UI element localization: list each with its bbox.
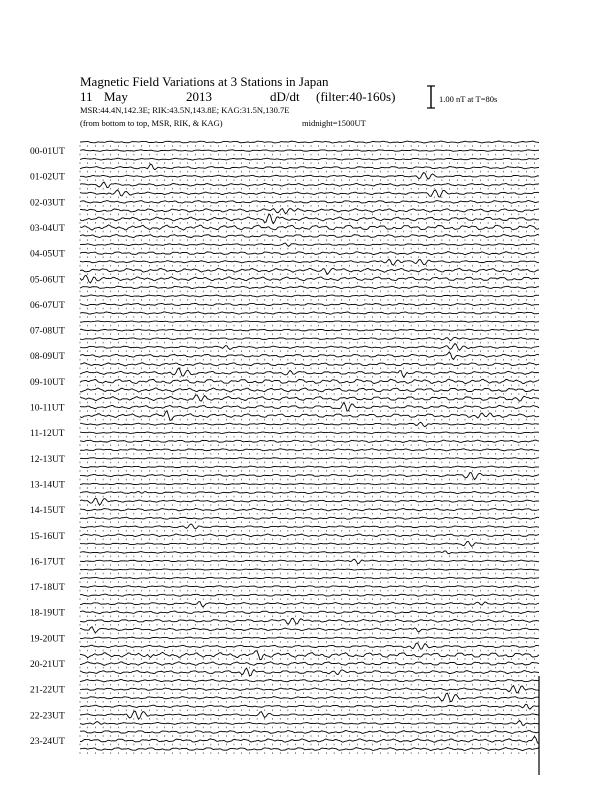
trace-22-23ut-2 <box>80 711 539 719</box>
trace-09-10ut-3 <box>80 388 539 392</box>
trace-08-09ut-1 <box>80 343 539 350</box>
trace-02-03ut-2 <box>80 200 539 203</box>
trace-08-09ut-2 <box>80 352 539 359</box>
trace-13-14ut-2 <box>80 483 539 484</box>
trace-15-16ut-1 <box>80 524 539 529</box>
time-ticks-08-09ut-3 <box>80 368 534 370</box>
trace-12-13ut-2 <box>80 458 539 459</box>
time-ticks-17-18ut-3 <box>80 598 534 600</box>
time-ticks-15-16ut-3 <box>80 547 534 549</box>
time-ticks-13-14ut-1 <box>80 479 534 481</box>
trace-12-13ut-1 <box>80 449 539 451</box>
trace-22-23ut-3 <box>80 720 539 725</box>
time-ticks-17-18ut-2 <box>80 590 534 592</box>
time-ticks-04-05ut-2 <box>80 256 534 258</box>
time-ticks-01-02ut-1 <box>80 171 534 173</box>
time-ticks-05-06ut-2 <box>80 282 534 284</box>
trace-22-23ut-1 <box>80 704 539 709</box>
trace-14-15ut-3 <box>80 517 539 519</box>
time-ticks-15-16ut-1 <box>80 530 534 532</box>
hour-label-07-08ut: 07-08UT <box>30 326 65 337</box>
time-ticks-02-03ut-1 <box>80 197 534 199</box>
time-ticks-07-08ut-2 <box>80 333 534 335</box>
time-ticks-00-01ut-2 <box>80 154 534 156</box>
trace-21-22ut-1 <box>80 679 539 681</box>
quantity-label: dD/dt <box>270 89 300 104</box>
hour-label-13-14ut: 13-14UT <box>30 480 65 491</box>
trace-10-11ut-3 <box>80 411 539 421</box>
time-ticks-06-07ut-1 <box>80 299 534 301</box>
time-ticks-22-23ut-3 <box>80 727 534 729</box>
time-ticks-23-24ut-1 <box>80 735 534 737</box>
trace-02-03ut-1 <box>80 190 539 197</box>
trace-20-21ut-3 <box>80 668 539 676</box>
time-ticks-16-17ut-2 <box>80 564 534 566</box>
hour-label-22-23ut: 22-23UT <box>30 711 65 722</box>
stations-line: MSR:44.4N,142.3E; RIK:43.5N,143.8E; KAG:31.5N,130.7E <box>80 105 290 115</box>
time-ticks-16-17ut-1 <box>80 556 534 558</box>
hour-label-10-11ut: 10-11UT <box>30 403 65 414</box>
date-month: May <box>104 89 128 104</box>
trace-12-13ut-3 <box>80 466 539 468</box>
time-ticks-05-06ut-1 <box>80 273 534 275</box>
hour-label-05-06ut: 05-06UT <box>30 275 65 286</box>
trace-17-18ut-3 <box>80 594 539 596</box>
trace-23-24ut-3 <box>80 748 539 751</box>
trace-00-01ut-1 <box>80 141 539 143</box>
time-ticks-18-19ut-3 <box>80 624 534 626</box>
trace-05-06ut-3 <box>80 286 539 289</box>
time-ticks-00-01ut-3 <box>80 162 534 164</box>
time-ticks-22-23ut-1 <box>80 710 534 712</box>
trace-13-14ut-1 <box>80 473 539 480</box>
trace-00-01ut-2 <box>80 150 539 152</box>
scale-bar <box>427 86 497 108</box>
trace-06-07ut-2 <box>80 303 539 305</box>
time-ticks-06-07ut-3 <box>80 316 534 318</box>
time-ticks-11-12ut-2 <box>80 436 534 438</box>
trace-20-21ut-1 <box>80 651 539 660</box>
time-ticks-20-21ut-1 <box>80 658 534 660</box>
trace-23-24ut-1 <box>80 730 539 733</box>
time-ticks-15-16ut-2 <box>80 539 534 541</box>
order-note: (from bottom to top, MSR, RIK, & KAG) <box>80 118 223 128</box>
time-ticks-13-14ut-3 <box>80 496 534 498</box>
time-ticks-09-10ut-1 <box>80 376 534 378</box>
trace-10-11ut-1 <box>80 395 539 401</box>
hour-label-02-03ut: 02-03UT <box>30 198 65 209</box>
time-ticks-08-09ut-2 <box>80 359 534 361</box>
trace-15-16ut-3 <box>80 542 539 547</box>
time-ticks-21-22ut-1 <box>80 684 534 686</box>
trace-16-17ut-1 <box>80 551 539 554</box>
time-ticks-22-23ut-2 <box>80 718 534 720</box>
time-ticks-12-13ut-1 <box>80 453 534 455</box>
time-ticks-09-10ut-3 <box>80 393 534 395</box>
trace-14-15ut-2 <box>80 508 539 510</box>
trace-19-20ut-1 <box>80 627 539 633</box>
trace-07-08ut-3 <box>80 337 539 340</box>
hour-label-04-05ut: 04-05UT <box>30 249 65 260</box>
trace-09-10ut-1 <box>80 368 539 377</box>
hour-label-06-07ut: 06-07UT <box>30 300 65 311</box>
traces <box>80 141 539 754</box>
time-ticks-18-19ut-1 <box>80 607 534 609</box>
midnight-note: midnight=1500UT <box>302 118 366 128</box>
time-ticks-16-17ut-3 <box>80 573 534 575</box>
filter-label: (filter:40-160s) <box>316 89 396 104</box>
time-ticks-17-18ut-1 <box>80 581 534 583</box>
trace-04-05ut-2 <box>80 252 539 255</box>
time-ticks-07-08ut-1 <box>80 325 534 327</box>
time-ticks-11-12ut-1 <box>80 427 534 429</box>
hour-label-08-09ut: 08-09UT <box>30 352 65 363</box>
time-ticks-00-01ut-1 <box>80 145 534 147</box>
trace-17-18ut-1 <box>80 577 539 579</box>
time-ticks-19-20ut-3 <box>80 650 534 652</box>
trace-01-02ut-1 <box>80 164 539 170</box>
trace-14-15ut-1 <box>80 498 539 505</box>
trace-21-22ut-3 <box>80 693 539 702</box>
time-ticks-18-19ut-2 <box>80 616 534 618</box>
time-ticks-21-22ut-3 <box>80 701 534 703</box>
trace-17-18ut-2 <box>80 586 539 588</box>
time-ticks-10-11ut-1 <box>80 402 534 404</box>
hour-label-03-04ut: 03-04UT <box>30 223 65 234</box>
time-ticks-02-03ut-2 <box>80 205 534 207</box>
trace-13-14ut-3 <box>80 491 539 493</box>
time-ticks-04-05ut-1 <box>80 248 534 250</box>
time-ticks-06-07ut-2 <box>80 308 534 310</box>
trace-10-11ut-2 <box>80 402 539 411</box>
trace-15-16ut-2 <box>80 534 539 537</box>
trace-04-05ut-3 <box>80 259 539 265</box>
trace-02-03ut-3 <box>80 209 539 214</box>
trace-19-20ut-3 <box>80 643 539 649</box>
time-ticks-08-09ut-1 <box>80 350 534 352</box>
trace-03-04ut-1 <box>80 214 539 224</box>
date-day: 11 <box>80 89 93 104</box>
time-ticks-23-24ut-2 <box>80 744 534 746</box>
trace-01-02ut-2 <box>80 173 539 180</box>
trace-11-12ut-2 <box>80 432 539 434</box>
hour-label-21-22ut: 21-22UT <box>30 685 65 696</box>
hour-label-01-02ut: 01-02UT <box>30 172 65 183</box>
trace-23-24ut-2 <box>80 736 539 743</box>
trace-06-07ut-3 <box>80 312 539 314</box>
trace-11-12ut-1 <box>80 422 539 427</box>
time-ticks-14-15ut-3 <box>80 521 534 523</box>
trace-21-22ut-2 <box>80 686 539 693</box>
hour-label-12-13ut: 12-13UT <box>30 454 65 465</box>
time-ticks-05-06ut-3 <box>80 291 534 293</box>
date-year: 2013 <box>186 89 212 104</box>
hour-label-19-20ut: 19-20UT <box>30 634 65 645</box>
trace-18-19ut-3 <box>80 618 539 624</box>
time-ticks-12-13ut-3 <box>80 470 534 472</box>
trace-09-10ut-2 <box>80 379 539 384</box>
time-ticks-02-03ut-3 <box>80 214 534 216</box>
trace-04-05ut-1 <box>80 243 539 246</box>
hour-label-11-12ut: 11-12UT <box>30 429 65 440</box>
time-ticks-03-04ut-3 <box>80 239 534 241</box>
hour-labels <box>30 147 65 747</box>
time-ticks-12-13ut-2 <box>80 462 534 464</box>
time-ticks-20-21ut-2 <box>80 667 534 669</box>
time-ticks-10-11ut-3 <box>80 419 534 421</box>
trace-05-06ut-2 <box>80 275 539 283</box>
trace-16-17ut-3 <box>80 569 539 570</box>
trace-07-08ut-1 <box>80 321 539 322</box>
hour-label-20-21ut: 20-21UT <box>30 660 65 670</box>
trace-03-04ut-2 <box>80 225 539 230</box>
trace-18-19ut-2 <box>80 611 539 614</box>
trace-11-12ut-3 <box>80 440 539 442</box>
time-ticks-13-14ut-2 <box>80 487 534 489</box>
scale-label: 1.00 nT at T=80s <box>439 94 498 104</box>
trace-01-02ut-3 <box>80 182 539 188</box>
trace-16-17ut-2 <box>80 559 539 563</box>
trace-07-08ut-2 <box>80 329 539 331</box>
trace-20-21ut-2 <box>80 662 539 666</box>
hour-label-00-01ut: 00-01UT <box>30 147 65 157</box>
time-ticks-14-15ut-1 <box>80 504 534 506</box>
time-ticks-21-22ut-2 <box>80 692 534 694</box>
time-ticks-20-21ut-3 <box>80 675 534 677</box>
time-ticks-14-15ut-2 <box>80 513 534 515</box>
time-ticks-19-20ut-1 <box>80 633 534 635</box>
hour-label-23-24ut: 23-24UT <box>30 737 65 747</box>
time-ticks-09-10ut-2 <box>80 385 534 387</box>
trace-18-19ut-1 <box>80 602 539 607</box>
trace-00-01ut-3 <box>80 158 539 160</box>
trace-19-20ut-2 <box>80 637 539 639</box>
trace-05-06ut-1 <box>80 268 539 274</box>
trace-03-04ut-3 <box>80 235 539 238</box>
time-ticks-11-12ut-3 <box>80 444 534 446</box>
time-ticks-07-08ut-3 <box>80 342 534 344</box>
hour-label-17-18ut: 17-18UT <box>30 583 65 593</box>
hour-label-18-19ut: 18-19UT <box>30 608 65 619</box>
hour-label-09-10ut: 09-10UT <box>30 377 65 388</box>
time-ticks-19-20ut-2 <box>80 641 534 643</box>
time-ticks-03-04ut-1 <box>80 222 534 224</box>
time-ticks-03-04ut-2 <box>80 231 534 233</box>
time-ticks-01-02ut-2 <box>80 179 534 181</box>
hour-label-14-15ut: 14-15UT <box>30 506 65 517</box>
time-ticks-23-24ut-3 <box>80 752 534 754</box>
time-ticks-04-05ut-3 <box>80 265 534 267</box>
time-ticks-01-02ut-3 <box>80 188 534 190</box>
time-ticks-10-11ut-2 <box>80 410 534 412</box>
chart-title: Magnetic Field Variations at 3 Stations in Japan <box>80 74 329 89</box>
trace-06-07ut-1 <box>80 295 539 297</box>
hour-label-16-17ut: 16-17UT <box>30 557 65 568</box>
trace-08-09ut-3 <box>80 363 539 366</box>
hour-label-15-16ut: 15-16UT <box>30 531 65 542</box>
